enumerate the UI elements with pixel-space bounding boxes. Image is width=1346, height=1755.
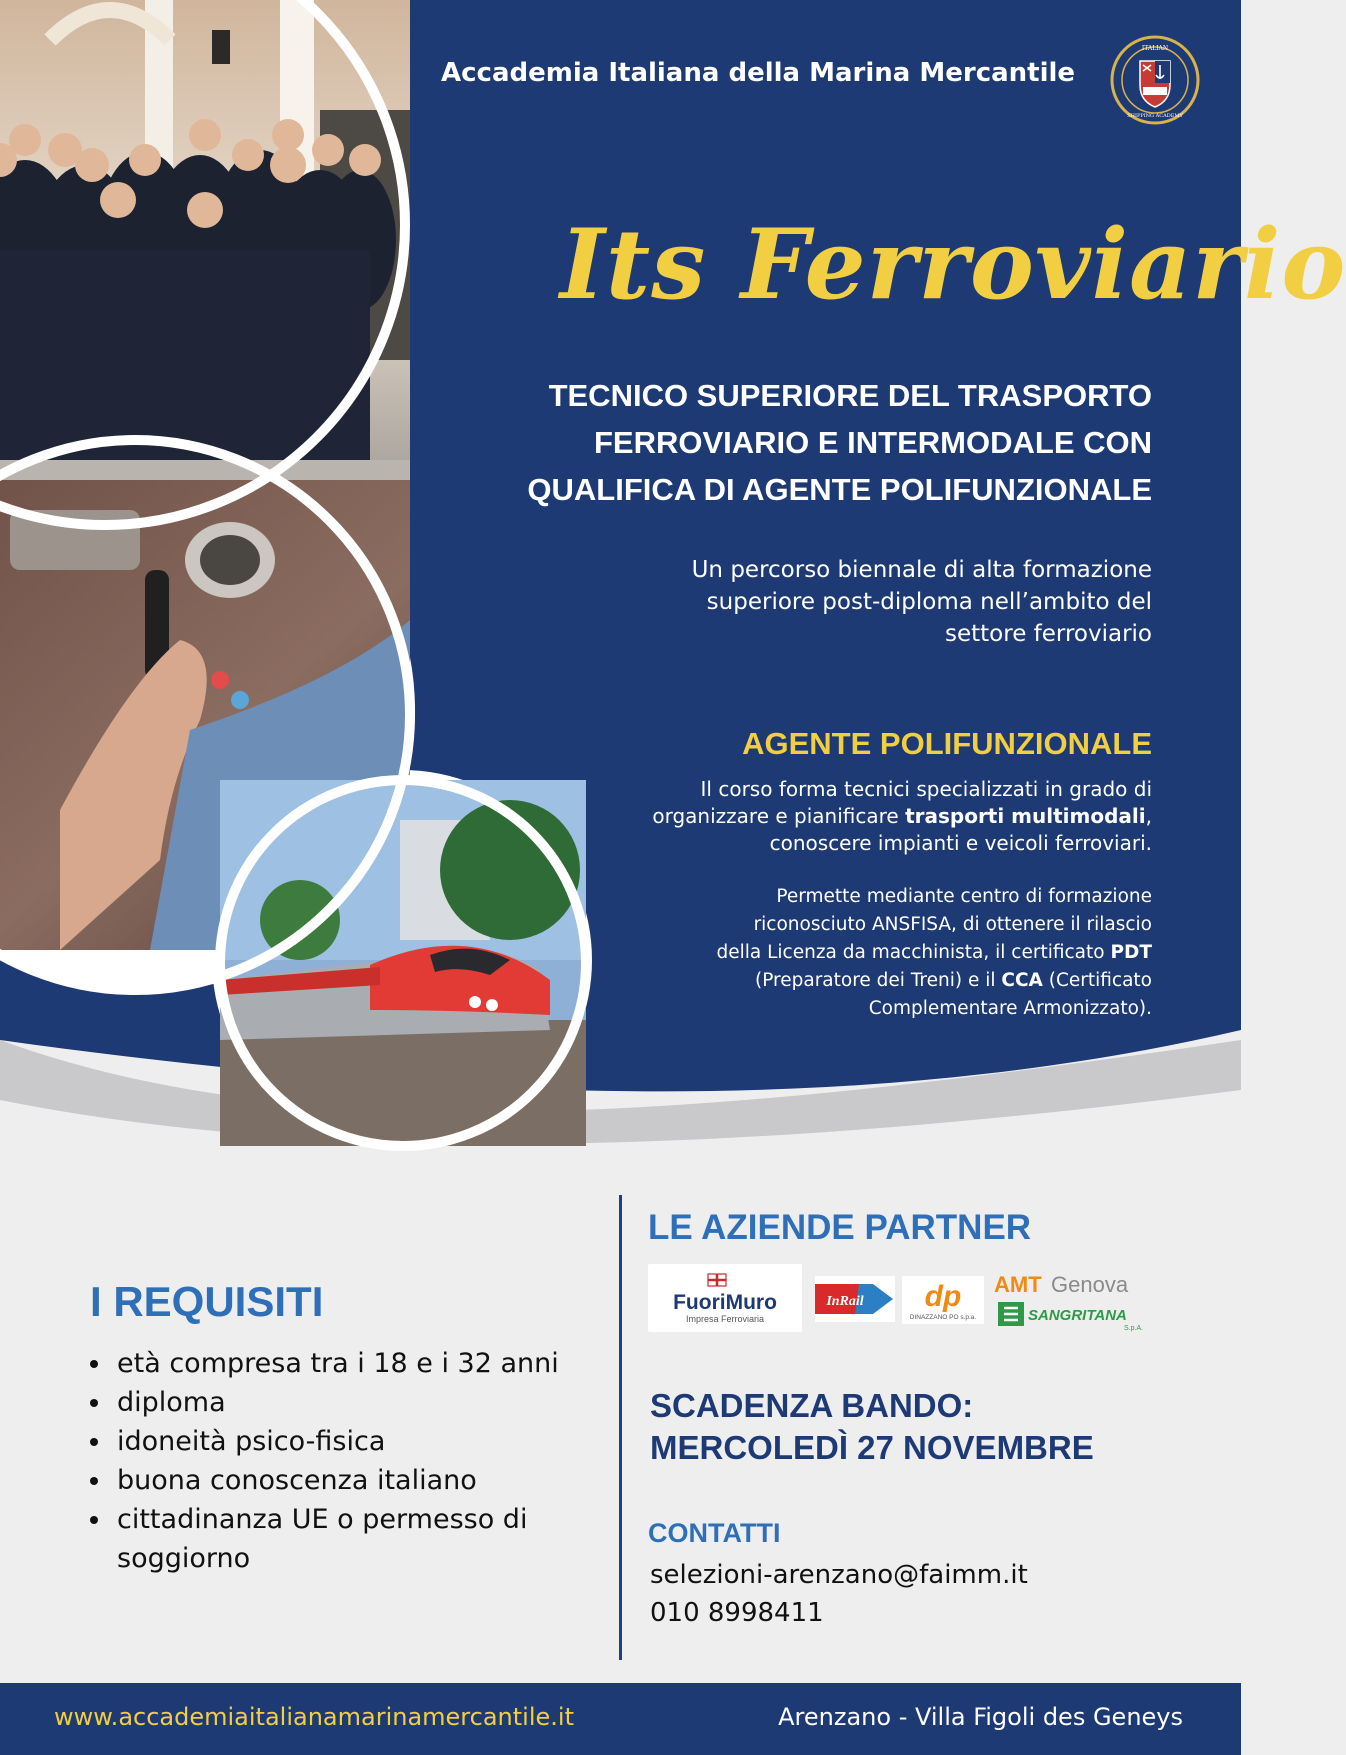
text-segment: (Certificato [1042,970,1152,991]
deadline [650,1385,1094,1469]
requirements-title: I REQUISITI [90,1278,324,1325]
bold-cca: CCA [1001,970,1043,991]
agent-p1-line-1: Il corso forma tecnici specializzati in grado di [700,777,1152,801]
fuorimuro-subtitle: Impresa Ferroviaria [685,1314,765,1324]
text-segment: , [1145,804,1152,828]
agent-p1-line-3: conoscere impianti e veicoli ferroviari. [769,831,1152,855]
text-segment: della Licenza da macchinista, il certificato [716,942,1111,963]
deadline-date: MERCOLEDÌ 27 NOVEMBRE [650,1429,1094,1466]
script-title: Its Ferroviario [560,208,1346,321]
requirement-item: età compresa tra i 18 e i 32 anni [86,1344,606,1383]
agent-p2-line-4 [552,967,1152,995]
dp-subtitle: DINAZZANO PO s.p.a. [909,1314,977,1321]
footer-website-link[interactable]: www.accademiaitalianamarinamercantile.it [54,1703,574,1731]
contacts-title: CONTATTI [648,1518,781,1548]
fuorimuro-logo [648,1264,802,1332]
text-segment: organizzare e pianificare [652,804,906,828]
agent-p2-line-2: riconosciuto ANSFISA, di ottenere il rilascio [753,914,1152,935]
bold-pdt: PDT [1110,942,1152,963]
requirements-list [86,1344,606,1578]
intro-line-2: superiore post-diploma nell’ambito del [706,589,1152,615]
course-title-line-3: QUALIFICA DI AGENTE POLIFUNZIONALE [527,472,1152,507]
sangritana-name: SANGRITANA [1028,1307,1127,1324]
course-title [452,372,1152,513]
sangritana-logo [998,1300,1142,1332]
students-group-photo [0,0,410,530]
amt-text: AMT [994,1272,1042,1297]
requirement-item: cittadinanza UE o permesso di soggiorno [86,1500,606,1578]
academy-name: Accademia Italiana della Marina Mercantile [441,58,1076,88]
fuorimuro-name: FuoriMuro [673,1291,777,1314]
genova-text: Genova [1051,1272,1129,1297]
intro-text [592,554,1152,650]
bold-multimodal: trasporti multimodali [905,804,1146,828]
deadline-label: SCADENZA BANDO: [650,1387,974,1424]
certification-description [552,883,1152,1023]
agent-heading: AGENTE POLIFUNZIONALE [742,726,1152,761]
footer [0,1683,1241,1755]
amt-genova-logo [992,1270,1142,1298]
agent-p2-line-1: Permette mediante centro di formazione [776,886,1152,907]
course-title-line-1: TECNICO SUPERIORE DEL TRASPORTO [548,378,1152,413]
requirement-item: buona conoscenza italiano [86,1461,606,1500]
agent-p2-line-3 [552,939,1152,967]
inrail-logo [815,1276,895,1322]
high-speed-train-photo [220,780,586,1146]
text-segment: (Preparatore dei Treni) e il [754,970,1002,991]
section-divider [619,1195,622,1660]
dp-mark: dp [924,1280,962,1313]
inrail-name: InRail [826,1294,864,1309]
intro-line-3: settore ferroviario [945,621,1152,647]
seal-text-top: ITALIAN [1141,45,1169,52]
partners-title: LE AZIENDE PARTNER [648,1208,1032,1247]
academy-seal-logo [1110,35,1200,125]
agent-p2-line-5: Complementare Armonizzato). [868,998,1152,1019]
agent-description [552,776,1152,857]
requirement-item: idoneità psico-fisica [86,1422,606,1461]
intro-line-1: Un percorso biennale di alta formazione [691,557,1152,583]
contact-phone[interactable]: 010 8998411 [650,1598,824,1628]
dinazzano-logo [902,1276,984,1324]
sangritana-subtitle: S.p.A. [1124,1325,1144,1332]
seal-text-bottom: SHIPPING ACADEMY [1127,113,1183,119]
requirement-item: diploma [86,1383,606,1422]
contact-email[interactable]: selezioni-arenzano@faimm.it [650,1560,1028,1590]
agent-p1-line-2 [552,803,1152,830]
footer-location: Arenzano - Villa Figoli des Geneys [778,1703,1183,1731]
course-title-line-2: FERROVIARIO E INTERMODALE CON [593,425,1152,460]
